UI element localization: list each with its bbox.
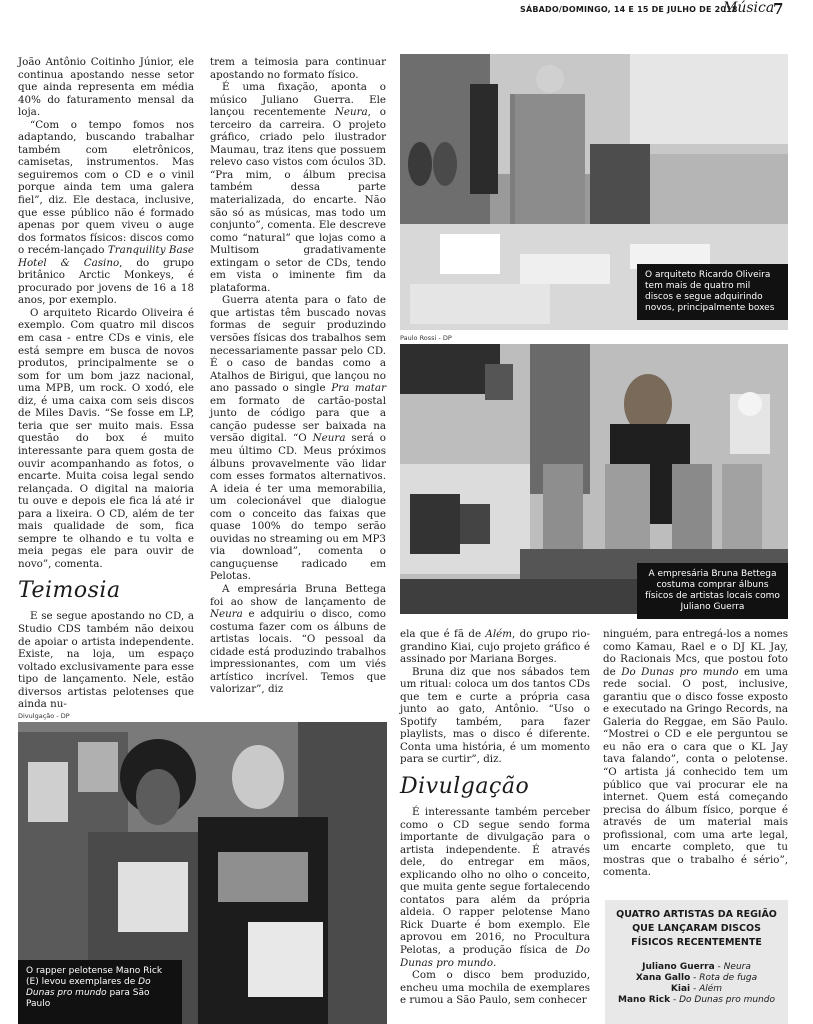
paragraph: O arquiteto Ricardo Oliveira é exemplo. Com quatro mil discos em casa - entre CDs e vinis, ele está sempre em busca de novos produtos, principalmente se o som for um bom jazz nacional, uma MPB, um rock. O xodó, ele diz, é uma caixa com seis discos de Miles Davis. “Se fosse em LP, teria que ser muito mais. Essa questão do box é muito interessante para quem gosta de ouvir acompanhando as fotos, o encarte. Muita coisa legal sendo relançada. O digital na maioria tu ouve e depois ele fica lá até ir para a lixeira. O CD, além de ter mais qualidade de som, fica sempre te olhando e tu volta e meia pegas ele para ouvir de novo”, comenta. xyxy=(18,306,194,570)
article-column-3 xyxy=(400,628,590,1007)
photo-credit: Divulgação - DP xyxy=(18,712,70,720)
article-column-4 xyxy=(603,628,788,879)
issue-date: SÁBADO/DOMINGO, 14 E 15 DE JULHO DE 2018 xyxy=(520,5,738,14)
sidebar-box xyxy=(605,900,788,1024)
list-item: Xana Gallo - Rota de fuga xyxy=(635,973,758,983)
album-title: Neura xyxy=(210,608,243,621)
single-title: Pra matar xyxy=(331,382,386,395)
album-title: Tranquility Base Hotel & Casino xyxy=(18,244,194,269)
paragraph: ninguém, para entregá-los a nomes como Kamau, Rael e o DJ KL Jay, do Racionais Mcs, que postou foto de Do Dunas pro mundo em uma rede social. O post, inclusive, garantiu que o disco fosse exposto e executado na Gringo Records, na Galeria do Reggae, em São Paulo. “Mostrei o CD e ele perguntou se eu não era o cara que o KL Jay tava falando”, conta o pelotense. “O artista já conhecido tem um público que vai procurar ele na internet. Quem está começando precisa do álbum físico, porque é através de um material mais profissional, com uma arte legal, um encarte completo, que tu mostras que o trabalho é sério”, comenta. xyxy=(603,628,788,879)
article-column-1 xyxy=(18,56,194,711)
paragraph: “Com o tempo fomos nos adaptando, buscando trabalhar também com eletrônicos, camisetas, instrumentos. Mas seguiremos com o CD e o vinil porque ainda tem uma galera fiel”, diz. Ele destaca, inclusive, que esse público não é formado apenas por quem viveu o auge dos formatos físicos: discos como o recém-lançado Tranquility Base Hotel & Casino, do grupo britânico Arctic Monkeys, é procurado por jovens de 16 a 18 anos, por exemplo. xyxy=(18,118,195,307)
photo-caption-ricardo: O arquiteto Ricardo Oliveira tem mais de quatro mil discos e segue adquirindo novos, principalmente boxes xyxy=(637,264,788,320)
paragraph: ela que é fã de Além, do grupo rio-grandino Kiai, cujo projeto gráfico é assinado por Mariana Borges. xyxy=(400,628,590,666)
page-header xyxy=(0,0,813,18)
list-item: Mano Rick - Do Dunas pro mundo xyxy=(618,995,775,1005)
page-number: 7 xyxy=(773,0,784,18)
paragraph: trem a teimosia para continuar apostando no formato físico. xyxy=(210,56,386,81)
album-title: Do Dunas pro mundo xyxy=(621,665,739,678)
subhead-divulgacao: Divulgação xyxy=(400,774,530,800)
photo-caption-mano-rick: O rapper pelotense Mano Rick (E) levou exemplares de Do Dunas pro mundo para São Paulo xyxy=(18,960,182,1024)
photo-credit: Paulo Rossi - DP xyxy=(400,334,452,342)
photo-caption-bruna: A empresária Bruna Bettega costuma comprar álbuns físicos de artistas locais como Juliano Guerra xyxy=(637,563,788,619)
paragraph: João Antônio Coitinho Júnior, ele continua apostando nesse setor que ainda representa em média 40% do faturamento mensal da loja. xyxy=(18,56,194,119)
paragraph: A empresária Bruna Bettega foi ao show de lançamento de Neura e adquiriu o disco, como costuma fazer com os álbuns de artistas locais. “O pessoal da cidade está produzindo trabalhos impressionantes, com um viés artístico incrível. Temos que valorizar”, diz xyxy=(210,582,386,696)
paragraph: Bruna diz que nos sábados tem um ritual: coloca um dos tantos CDs que tem e curte a própria casa junto ao gato, Antônio. “Uso o Spotify também, para fazer playlists, mas o disco é diferente. Conta uma história, é um momento para se curtir”, diz. xyxy=(400,665,590,766)
article-column-2 xyxy=(210,56,386,696)
list-item: Juliano Guerra - Neura xyxy=(642,962,751,972)
paragraph: Guerra atenta para o fato de que artistas têm buscado novas formas de seguir produzindo versões físicas dos trabalhos sem necessariamente passar pelo CD. É o caso de bandas como a Atalhos de Birigui, que lançou no ano passado o single Pra matar em formato de cartão-postal junto de código para que a canção pudesse ser baixada na versão digital. “O Neura será o meu último CD. Meus próximos álbuns provavelmente vão lidar com esses formatos alternativos. A ideia é ter uma memorabilia, um colecionável que dialogue com o conceito das faixas que quase 100% do tempo serão ouvidas no streaming ou em MP3 via download”, comenta o canguçuense radicado em Pelotas. xyxy=(210,294,387,583)
album-title: Neura xyxy=(334,106,368,119)
album-title: Do Dunas pro mundo xyxy=(400,944,590,969)
subhead-teimosia: Teimosia xyxy=(18,578,121,604)
sidebar-list xyxy=(605,962,788,1006)
list-item: Kiai - Além xyxy=(670,984,723,994)
paragraph: Com o disco bem produzido, encheu uma mochila de exemplares e rumou a São Paulo, sem conhecer xyxy=(400,969,590,1007)
paragraph: E se segue apostando no CD, a Studio CDS também não deixou de apoiar o artista independente. Existe, na loja, um espaço voltado exclusivamente para esse tipo de lançamento. Nele, estão diversos artistas pelotenses que ainda nu- xyxy=(18,610,194,711)
album-title: Neura xyxy=(312,432,346,445)
paragraph: É uma fixação, aponta o músico Juliano Guerra. Ele lançou recentemente Neura, o terceiro da carreira. O projeto gráfico, criado pelo ilustrador Maumau, traz itens que possuem relevo caso vistos com óculos 3D. “Pra mim, o álbum precisa também dessa parte materializada, do encarte. Não são só as músicas, mas todo um conjunto”, comenta. Ele descreve como “natural” que lojas como a Multisom gradativamente extingam o setor de CDs, tendo em vista o iminente fim da plataforma. xyxy=(210,81,386,294)
album-title: Do Dunas pro mundo xyxy=(26,977,151,998)
album-title: Além xyxy=(485,628,512,640)
section-name: Música xyxy=(723,0,775,16)
sidebar-title: QUATRO ARTISTAS DA REGIÃO QUE LANÇARAM DISCOS FÍSICOS RECENTEMENTE xyxy=(616,909,777,948)
paragraph: É interessante também perceber como o CD segue sendo forma importante de divulgação para o artista independente. É através dele, do entregar em mãos, explicando olho no olho o conceito, que muita gente segue fortalecendo contatos para além da própria aldeia. O rapper pelotense Mano Rick Duarte é bom exemplo. Ele aprovou em 2016, no Procultura Pelotas, a produção física de Do Dunas pro mundo. xyxy=(400,806,590,969)
